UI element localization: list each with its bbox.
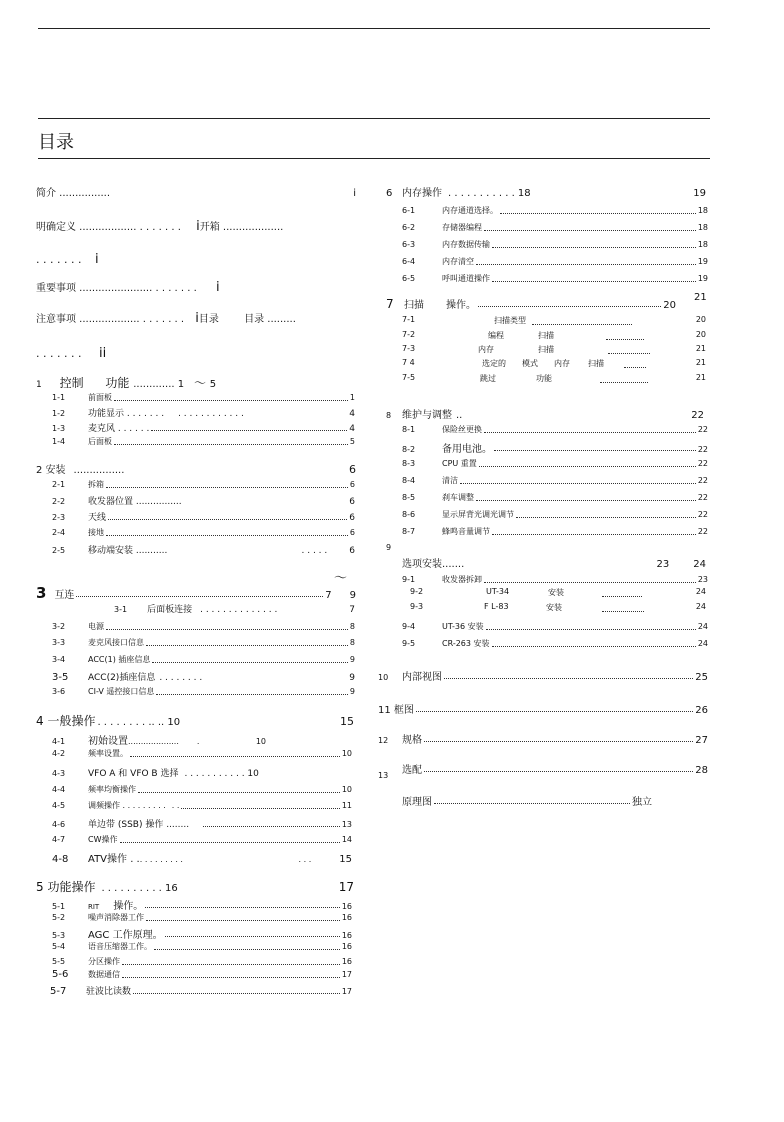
top-rule	[38, 28, 710, 29]
toc-item-5-7[interactable]: 5-7 驻波比读数 17	[50, 986, 352, 997]
toc-section-6[interactable]: 6 内存操作 . . . . . . . . . . . 18 19	[386, 188, 706, 199]
toc-item-2-1[interactable]: 2-1 拆箱 6	[52, 480, 355, 489]
toc-section-4[interactable]: 4 一般操作 . . . . . . . . .. .. 10 15	[36, 714, 354, 728]
toc-intro[interactable]: 简介 ................ i	[36, 188, 356, 199]
toc-item-4-8[interactable]: 4-8 ATV操作 . . . . . . . . . . . . . . 15	[52, 854, 352, 865]
toc-section-9[interactable]: 选项安装 ....... 23 24	[402, 559, 706, 570]
toc-item-9-3[interactable]: 9-3 F L-83 安装 24	[410, 602, 706, 612]
toc-item-9-4[interactable]: 9-4 UT-36 安装 24	[402, 622, 708, 631]
toc-item-9-1[interactable]: 9-1 收发器拆卸 23	[402, 575, 708, 584]
toc-item-2-4[interactable]: 2-4 接地 6	[52, 528, 355, 537]
toc-section-9-num: 9	[386, 543, 392, 552]
toc-item-2-2[interactable]: 2-2 收发器位置 ................ 6	[52, 497, 355, 507]
toc-item-8-5[interactable]: 8-5 刹车调整 22	[402, 493, 708, 502]
toc-item-3-3[interactable]: 3-3 麦克风接口信息 8	[52, 638, 355, 647]
toc-item-7-4[interactable]: 7 4 选定的 模式 内存 扫描 21	[402, 358, 706, 368]
toc-section-1[interactable]: 1 控制 功能 ............. 1 ～ 5	[36, 376, 217, 390]
toc-item-6-2[interactable]: 6-2 存储器编程 18	[402, 223, 708, 232]
toc-item-6-1[interactable]: 6-1 内存通道选择。 18	[402, 206, 708, 215]
toc-schematic[interactable]: 原理图 独立	[402, 797, 652, 808]
toc-item-2-3[interactable]: 2-3 天线 6	[52, 513, 355, 523]
toc-item-5-6[interactable]: 5-6 数据通信 17	[52, 969, 352, 980]
toc-item-3-2[interactable]: 3-2 电源 8	[52, 622, 355, 631]
title-rule-top	[38, 118, 710, 119]
toc-item-4-4[interactable]: 4-4 频率均衡操作 10	[52, 785, 352, 794]
toc-item-8-2[interactable]: 8-2 备用电池。 22	[402, 444, 708, 455]
toc-notes[interactable]: 注意事项 ................... . . . . . . . i目录 目录 .........	[36, 311, 296, 326]
toc-important[interactable]: 重要事项 ....................... . . . . . . . i	[36, 280, 220, 295]
toc-item-8-7[interactable]: 8-7 蜂鸣音量调节 22	[402, 527, 708, 536]
page-title: 目录	[38, 132, 74, 153]
toc-section-11[interactable]: 11 框图 26	[378, 705, 708, 716]
toc-item-1-3[interactable]: 1-3 麦克风 . . . . . . 4	[52, 424, 355, 434]
toc-item-4-7[interactable]: 4-7 CW操作 14	[52, 835, 352, 844]
toc-definitions-cont: . . . . . . . i	[36, 252, 99, 267]
toc-notes-cont: . . . . . . . ii	[36, 346, 107, 361]
toc-item-3-6[interactable]: 3-6 CI-V 遥控接口信息 9	[52, 687, 355, 696]
toc-item-8-1[interactable]: 8-1 保险丝更换 22	[402, 425, 708, 434]
toc-item-5-3[interactable]: 5-3 AGC 工作原理。 16	[52, 930, 352, 941]
toc-item-3-1[interactable]: 3-1 后面板连接 . . . . . . . . . . . . . . 7	[114, 605, 355, 615]
toc-item-8-4[interactable]: 8-4 清洁 22	[402, 476, 708, 485]
toc-section-8[interactable]: 8 维护与调整 .. 22	[386, 410, 704, 421]
toc-item-9-5[interactable]: 9-5 CR-263 安装 24	[402, 639, 708, 648]
toc-item-6-3[interactable]: 6-3 内存数据传输 18	[402, 240, 708, 249]
toc-item-5-4[interactable]: 5-4 语音压缩器工作。 16	[52, 942, 352, 951]
toc-section-7[interactable]: 7 扫描 操作。 20	[386, 297, 676, 311]
toc-item-7-2[interactable]: 7-2 编程 扫描 20	[402, 330, 706, 340]
toc-item-5-1[interactable]: 5-1 RIT 操作。 16	[52, 901, 352, 912]
toc-section-5[interactable]: 5 功能操作 . . . . . . . . . . 16 17	[36, 880, 354, 894]
toc-section-13[interactable]: 13 选配 28	[378, 765, 708, 780]
title-rule-bottom	[38, 158, 710, 159]
toc-item-7-1[interactable]: 7-1 扫描类型 20	[402, 315, 706, 325]
toc-item-6-5[interactable]: 6-5 呼叫通道操作 19	[402, 274, 708, 283]
toc-definitions[interactable]: 明确定义 .................. . . . . . . . i开箱 ...................	[36, 219, 284, 234]
toc-item-1-4[interactable]: 1-4 后面板 5	[52, 437, 355, 446]
toc-section-10[interactable]: 10 内部视图 25	[378, 672, 708, 683]
toc-item-4-2[interactable]: 4-2 频率设置。 10	[52, 749, 352, 758]
toc-section-7-page2: 21	[694, 292, 707, 303]
toc-item-8-3[interactable]: 8-3 CPU 重置 22	[402, 459, 708, 468]
toc-item-8-6[interactable]: 8-6 显示屏背光调光调节 22	[402, 510, 708, 519]
toc-item-5-2[interactable]: 5-2 噪声消除器工作 16	[52, 913, 352, 922]
toc-item-3-5[interactable]: 3-5 ACC(2)插座信息 . . . . . . . . 9	[52, 672, 355, 683]
toc-item-4-6[interactable]: 4-6 单边带 (SSB) 操作 ........ 13	[52, 820, 352, 830]
toc-item-4-5[interactable]: 4-5 调频操作 . . . . . . . . . . . 11	[52, 801, 352, 810]
toc-item-1-2[interactable]: 1-2 功能显示 . . . . . . . . . . . . . . . . . . . 4	[52, 409, 355, 419]
toc-item-1-1[interactable]: 1-1 前面板 1	[52, 393, 355, 402]
toc-section-12[interactable]: 12 规格 27	[378, 735, 708, 746]
toc-item-9-2[interactable]: 9-2 UT-34 安装 24	[410, 587, 706, 597]
toc-section-3-tilde: ～	[334, 571, 348, 586]
toc-item-4-1[interactable]: 4-1 初始设置 .................... . 10	[52, 736, 266, 747]
toc-item-3-4[interactable]: 3-4 ACC(1) 插座信息 9	[52, 655, 355, 664]
toc-item-4-3[interactable]: 4-3 VFO A 和 VFO B 选择 . . . . . . . . . . . 10	[52, 769, 259, 779]
toc-item-5-5[interactable]: 5-5 分区操作 16	[52, 957, 352, 966]
toc-item-7-5[interactable]: 7-5 跳过 功能 21	[402, 373, 706, 383]
toc-item-7-3[interactable]: 7-3 内存 扫描 21	[402, 344, 706, 354]
toc-item-2-5[interactable]: 2-5 移动端安装 ........... . . . . . 6	[52, 546, 355, 556]
toc-item-6-4[interactable]: 6-4 内存清空 19	[402, 257, 708, 266]
toc-section-2[interactable]: 2 安装 ................ 6	[36, 463, 356, 476]
toc-section-3[interactable]: 3 互连 7 9	[36, 584, 356, 602]
